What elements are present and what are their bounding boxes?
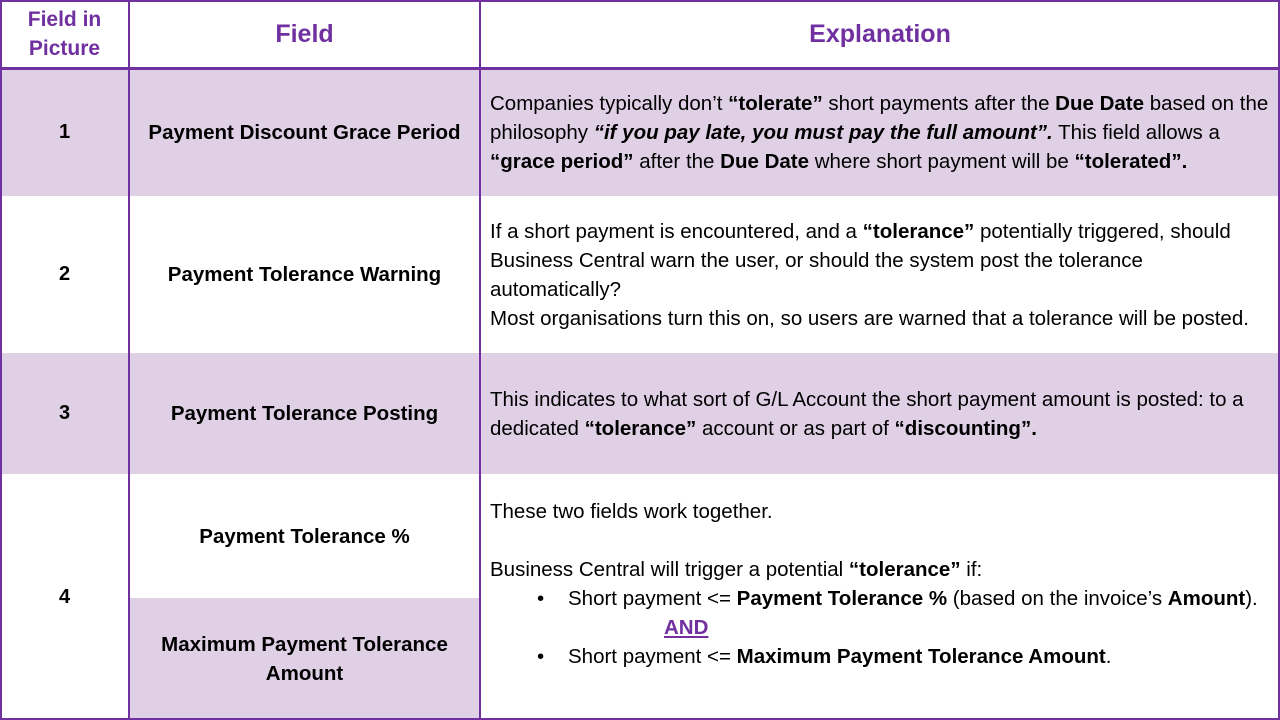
row-4a-field: Payment Tolerance % bbox=[199, 524, 410, 548]
row-1-explanation bbox=[480, 69, 1280, 196]
row-4-spacer bbox=[490, 526, 1276, 555]
row-4b-field: Maximum Payment Tolerance Amount bbox=[161, 633, 448, 685]
row-4-explanation-intro: These two fields work together. bbox=[490, 500, 773, 523]
and-connector: AND bbox=[664, 616, 709, 639]
row-1-field: Payment Discount Grace Period bbox=[148, 121, 461, 144]
row-2-number: 2 bbox=[58, 263, 71, 285]
row-4-bullet-1: • Short payment <= Payment Tolerance % (based on the invoice’s Amount). AND bbox=[490, 584, 1276, 642]
row-2-explanation-note: Most organisations turn this on, so users are warned that a tolerance will be posted. bbox=[490, 306, 1249, 330]
table-left-border bbox=[0, 0, 2, 720]
row-3-explanation-text: This indicates to what sort of G/L Account the short payment amount is posted: to a dedicated “tolerance” account or as part of “discounting”. bbox=[490, 387, 1244, 440]
header-field-in-picture-line1: Field in bbox=[27, 8, 102, 31]
row-3-explanation bbox=[480, 353, 1280, 474]
header-explanation: Explanation bbox=[809, 19, 951, 48]
row-1-explanation-text: Companies typically don’t “tolerate” short payments after the Due Date based on the philosophy “if you pay late, you must pay the full amount”. This field allows a “grace period” after the Due Date where short payment will be “tolerated”. bbox=[490, 92, 1269, 173]
column-divider-2 bbox=[479, 0, 481, 720]
header-divider bbox=[0, 67, 1280, 70]
row-4-bullet-2: • Short payment <= Maximum Payment Tolerance Amount. bbox=[490, 642, 1276, 671]
row-4-number: 4 bbox=[58, 585, 71, 608]
row-2-field: Payment Tolerance Warning bbox=[167, 263, 442, 286]
row-2-explanation bbox=[480, 196, 1280, 353]
row-3-number: 3 bbox=[58, 402, 71, 424]
row-3-field: Payment Tolerance Posting bbox=[170, 402, 439, 425]
header-field: Field bbox=[275, 19, 334, 48]
column-divider-1 bbox=[128, 0, 130, 720]
row-4-explanation bbox=[480, 497, 1280, 717]
row-1-number: 1 bbox=[58, 121, 71, 143]
row-2-explanation-text: If a short payment is encountered, and a “tolerance” potentially triggered, should Business Central warn the user, or should the system post the tolerance automatically? bbox=[490, 219, 1231, 301]
header-field-in-picture-line2: Picture bbox=[28, 37, 101, 60]
table-top-border bbox=[0, 0, 1280, 2]
row-4-condition-list bbox=[490, 584, 1276, 671]
row-4-explanation-condition: Business Central will trigger a potential “tolerance” if: bbox=[490, 558, 983, 581]
header-field-in-picture bbox=[0, 0, 129, 68]
